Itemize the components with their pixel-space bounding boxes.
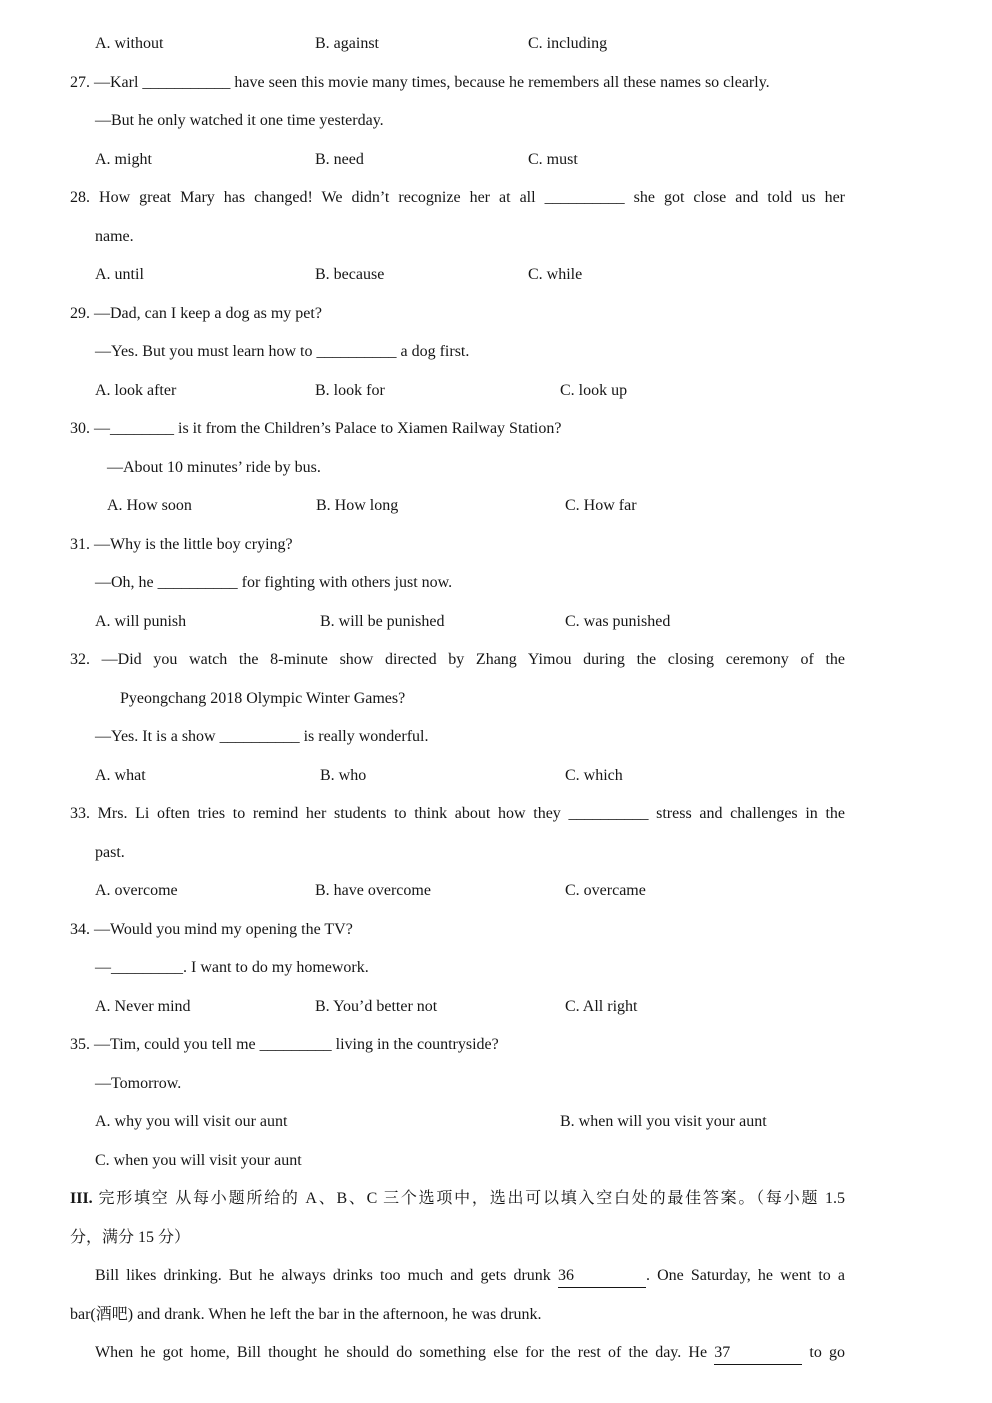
text-segment: C. when you will visit your aunt bbox=[95, 1151, 302, 1169]
text-segment: —_________. I want to do my homework. bbox=[95, 959, 369, 976]
question-line bbox=[70, 641, 845, 680]
text-segment: 31. —Why is the little boy crying? bbox=[70, 535, 293, 553]
option-cell: C. including bbox=[528, 35, 608, 52]
text-segment: —Yes. But you must learn how to __________ a dog first. bbox=[95, 343, 470, 360]
text-segment: Pyeongchang 2018 Olympic Winter Games? bbox=[120, 689, 406, 707]
cloze-line bbox=[70, 1334, 845, 1373]
numbered-blank: 37 bbox=[714, 1343, 802, 1365]
text-segment: When he got home, Bill thought he should do something else for the rest of the day. He bbox=[95, 1344, 715, 1361]
text-line bbox=[70, 1142, 845, 1181]
option-row bbox=[70, 141, 845, 180]
option-row bbox=[70, 988, 845, 1027]
document-body bbox=[70, 25, 845, 1373]
text-line bbox=[70, 218, 845, 257]
text-segment: 完形填空 从每小题所给的 A、B、C 三个选项中，选出可以填入空白处的最佳答案。（每小题 1.5 bbox=[92, 1190, 845, 1207]
option-cell: A. overcome bbox=[95, 882, 178, 899]
option-cell: B. You’d better not bbox=[315, 997, 438, 1015]
question-line bbox=[70, 795, 845, 834]
option-cell: C. while bbox=[528, 266, 583, 283]
text-segment: 34. —Would you mind my opening the TV? bbox=[70, 920, 353, 938]
question-line bbox=[70, 1026, 845, 1065]
option-cell: B. will be punished bbox=[320, 612, 445, 630]
option-cell: A. will punish bbox=[95, 612, 187, 630]
text-segment: Bill likes drinking. But he always drinks too much and gets drunk bbox=[95, 1267, 558, 1284]
option-row bbox=[70, 603, 845, 642]
text-segment: 30. —________ is it from the Children’s Palace to Xiamen Railway Station? bbox=[70, 420, 562, 437]
option-cell: A. why you will visit our aunt bbox=[95, 1113, 288, 1130]
option-row bbox=[70, 487, 845, 526]
text-segment: . One Saturday, he went to a bbox=[645, 1267, 845, 1284]
text-segment: —About 10 minutes’ ride by bus. bbox=[107, 458, 321, 476]
text-line bbox=[70, 102, 845, 141]
text-line bbox=[70, 834, 845, 873]
text-segment: —Yes. It is a show __________ is really wonderful. bbox=[95, 728, 429, 745]
option-cell: B. when will you visit your aunt bbox=[560, 1113, 767, 1130]
option-cell: C. must bbox=[528, 150, 578, 168]
option-cell: A. How soon bbox=[107, 497, 192, 514]
section-heading bbox=[70, 1219, 845, 1258]
text-segment: 32. —Did you watch the 8-minute show directed by Zhang Yimou during the closing ceremony of the bbox=[70, 651, 845, 668]
option-cell: B. look for bbox=[315, 381, 385, 399]
option-cell: C. look up bbox=[560, 381, 628, 399]
option-cell: C. overcame bbox=[565, 882, 646, 899]
option-cell: A. Never mind bbox=[95, 997, 191, 1015]
text-segment: to go bbox=[802, 1344, 845, 1361]
option-cell: A. might bbox=[95, 150, 152, 168]
option-cell: C. was punished bbox=[565, 612, 671, 630]
section-heading bbox=[70, 1180, 845, 1219]
option-row bbox=[70, 1103, 845, 1142]
text-segment: —Oh, he __________ for fighting with others just now. bbox=[95, 574, 453, 591]
option-cell: B. need bbox=[315, 150, 364, 168]
text-segment: 35. —Tim, could you tell me _________ living in the countryside? bbox=[70, 1036, 499, 1053]
text-segment: bar(酒吧) and drank. When he left the bar in the afternoon, he was drunk. bbox=[70, 1305, 542, 1323]
text-line bbox=[70, 333, 845, 372]
option-cell: C. which bbox=[565, 766, 623, 784]
option-cell: A. what bbox=[95, 766, 146, 784]
question-line bbox=[70, 295, 845, 334]
text-segment: name. bbox=[95, 227, 134, 245]
numbered-blank: 36 bbox=[558, 1266, 646, 1288]
text-line bbox=[70, 564, 845, 603]
text-line bbox=[70, 949, 845, 988]
text-line bbox=[70, 1065, 845, 1104]
question-line bbox=[70, 179, 845, 218]
option-row bbox=[70, 757, 845, 796]
option-row bbox=[70, 872, 845, 911]
section-number: III. bbox=[70, 1190, 93, 1207]
option-row bbox=[70, 256, 845, 295]
cloze-line bbox=[70, 1257, 845, 1296]
option-cell: B. have overcome bbox=[315, 882, 431, 899]
question-line bbox=[70, 64, 845, 103]
option-cell: B. because bbox=[315, 266, 385, 283]
option-cell: A. until bbox=[95, 266, 144, 283]
option-cell: B. How long bbox=[316, 497, 399, 514]
option-cell: C. How far bbox=[565, 497, 637, 514]
text-segment: —But he only watched it one time yesterday. bbox=[95, 112, 384, 129]
option-cell: A. look after bbox=[95, 381, 177, 399]
text-segment: 分，满分 15 分） bbox=[70, 1228, 191, 1246]
text-segment: 29. —Dad, can I keep a dog as my pet? bbox=[70, 304, 322, 322]
option-row bbox=[70, 25, 845, 64]
question-line bbox=[70, 526, 845, 565]
text-line bbox=[70, 680, 845, 719]
question-line bbox=[70, 911, 845, 950]
text-segment: past. bbox=[95, 843, 125, 861]
text-segment: —Tomorrow. bbox=[95, 1074, 182, 1092]
text-line bbox=[70, 718, 845, 757]
question-line bbox=[70, 410, 845, 449]
option-row bbox=[70, 372, 845, 411]
option-cell: C. All right bbox=[565, 997, 638, 1015]
option-cell: B. against bbox=[315, 35, 379, 52]
text-segment: 27. —Karl ___________ have seen this movie many times, because he remembers all these names so clearly. bbox=[70, 73, 770, 91]
option-cell: A. without bbox=[95, 35, 164, 52]
option-cell: B. who bbox=[320, 766, 367, 784]
cloze-line bbox=[70, 1296, 845, 1335]
text-segment: 33. Mrs. Li often tries to remind her students to think about how they __________ stress and challenges in the bbox=[70, 805, 845, 822]
text-segment: 28. How great Mary has changed! We didn’t recognize her at all __________ she got close and told us her bbox=[70, 189, 845, 206]
text-line bbox=[70, 449, 845, 488]
